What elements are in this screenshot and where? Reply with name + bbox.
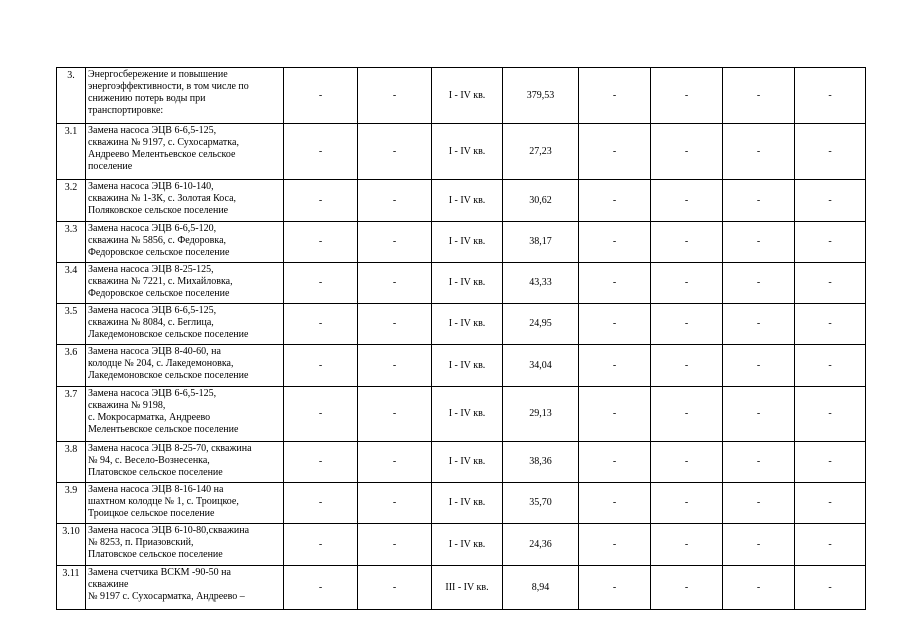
table-row xyxy=(57,124,866,180)
row-number: 3.5 xyxy=(57,304,86,345)
cell-col-9: - xyxy=(723,483,795,524)
amount-cell: 30,62 xyxy=(503,180,579,222)
amount-cell: 29,13 xyxy=(503,387,579,442)
description-line: Федоровское сельское поселение xyxy=(88,247,230,258)
row-number: 3.10 xyxy=(57,524,86,566)
row-number: 3.1 xyxy=(57,124,86,180)
cell-col-9: - xyxy=(723,345,795,387)
description-line: скважина № 1-ЗК, с. Золотая Коса, xyxy=(88,193,237,204)
table-row xyxy=(57,387,866,442)
cell-col-10: - xyxy=(795,483,866,524)
row-number: 3.6 xyxy=(57,345,86,387)
cell-col-7: - xyxy=(579,483,651,524)
description-line: Замена насоса ЭЦВ 6-6,5-125, xyxy=(88,305,217,316)
cell-col-9: - xyxy=(723,180,795,222)
period-cell: III - IV кв. xyxy=(432,566,503,610)
cell-col-7: - xyxy=(579,263,651,304)
measures-table xyxy=(56,67,866,610)
cell-col-8: - xyxy=(651,124,723,180)
description-line: поселение xyxy=(88,161,133,172)
cell-col-8: - xyxy=(651,387,723,442)
row-number: 3. xyxy=(57,68,86,124)
cell-col-10: - xyxy=(795,442,866,483)
cell-col-9: - xyxy=(723,263,795,304)
cell-col-8: - xyxy=(651,566,723,610)
description-line: Троицкое сельское поселение xyxy=(88,508,215,519)
cell-col-3: - xyxy=(284,566,358,610)
measure-description xyxy=(86,387,284,442)
table-row xyxy=(57,222,866,263)
amount-cell: 38,17 xyxy=(503,222,579,263)
description-line: Замена насоса ЭЦВ 8-16-140 на xyxy=(88,484,224,495)
measure-description xyxy=(86,304,284,345)
cell-col-8: - xyxy=(651,263,723,304)
description-line: скважине xyxy=(88,579,129,590)
cell-col-8: - xyxy=(651,68,723,124)
cell-col-8: - xyxy=(651,442,723,483)
measure-description xyxy=(86,442,284,483)
cell-col-10: - xyxy=(795,345,866,387)
table-row xyxy=(57,566,866,610)
cell-col-7: - xyxy=(579,566,651,610)
cell-col-10: - xyxy=(795,387,866,442)
description-line: Платовское сельское поселение xyxy=(88,467,223,478)
cell-col-7: - xyxy=(579,180,651,222)
description-line: Поляковское сельское поселение xyxy=(88,205,229,216)
cell-col-7: - xyxy=(579,68,651,124)
cell-col-4: - xyxy=(358,387,432,442)
measure-description xyxy=(86,483,284,524)
cell-col-9: - xyxy=(723,566,795,610)
measure-description xyxy=(86,124,284,180)
cell-col-9: - xyxy=(723,124,795,180)
amount-cell: 35,70 xyxy=(503,483,579,524)
description-line: № 9197 с. Сухосарматка, Андреево – xyxy=(88,591,245,602)
cell-col-4: - xyxy=(358,345,432,387)
cell-col-10: - xyxy=(795,68,866,124)
description-line: скважина № 7221, с. Михайловка, xyxy=(88,276,233,287)
description-line: Энергосбережение и повышение xyxy=(88,69,228,80)
description-line: Замена насоса ЭЦВ 6-10-80,скважина xyxy=(88,525,250,536)
description-line: Замена насоса ЭЦВ 6-10-140, xyxy=(88,181,214,192)
row-number: 3.8 xyxy=(57,442,86,483)
description-line: Замена насоса ЭЦВ 6-6,5-120, xyxy=(88,223,217,234)
description-line: Замена насоса ЭЦВ 6-6,5-125, xyxy=(88,125,217,136)
row-number: 3.9 xyxy=(57,483,86,524)
cell-col-9: - xyxy=(723,68,795,124)
amount-cell: 8,94 xyxy=(503,566,579,610)
cell-col-7: - xyxy=(579,304,651,345)
period-cell: I - IV кв. xyxy=(432,68,503,124)
cell-col-3: - xyxy=(284,222,358,263)
cell-col-3: - xyxy=(284,387,358,442)
description-line: скважина № 8084, с. Беглица, xyxy=(88,317,214,328)
cell-col-9: - xyxy=(723,387,795,442)
measure-description xyxy=(86,222,284,263)
cell-col-9: - xyxy=(723,222,795,263)
measure-description xyxy=(86,263,284,304)
period-cell: I - IV кв. xyxy=(432,442,503,483)
cell-col-7: - xyxy=(579,124,651,180)
description-line: с. Мокросарматка, Андреево xyxy=(88,412,211,423)
description-line: шахтном колодце № 1, с. Троицкое, xyxy=(88,496,239,507)
table-row xyxy=(57,345,866,387)
cell-col-4: - xyxy=(358,304,432,345)
cell-col-9: - xyxy=(723,524,795,566)
cell-col-7: - xyxy=(579,222,651,263)
cell-col-3: - xyxy=(284,483,358,524)
cell-col-7: - xyxy=(579,345,651,387)
period-cell: I - IV кв. xyxy=(432,263,503,304)
description-line: энергоэффективности, в том числе по xyxy=(88,81,249,92)
cell-col-3: - xyxy=(284,263,358,304)
table-row xyxy=(57,263,866,304)
cell-col-4: - xyxy=(358,124,432,180)
cell-col-3: - xyxy=(284,124,358,180)
cell-col-9: - xyxy=(723,442,795,483)
table-row xyxy=(57,524,866,566)
period-cell: I - IV кв. xyxy=(432,180,503,222)
cell-col-4: - xyxy=(358,180,432,222)
cell-col-10: - xyxy=(795,566,866,610)
cell-col-4: - xyxy=(358,442,432,483)
period-cell: I - IV кв. xyxy=(432,304,503,345)
cell-col-4: - xyxy=(358,222,432,263)
description-line: Замена насоса ЭЦВ 8-40-60, на xyxy=(88,346,221,357)
period-cell: I - IV кв. xyxy=(432,345,503,387)
cell-col-3: - xyxy=(284,304,358,345)
cell-col-4: - xyxy=(358,566,432,610)
description-line: скважина № 9197, с. Сухосарматка, xyxy=(88,137,239,148)
description-line: Замена насоса ЭЦВ 6-6,5-125, xyxy=(88,388,217,399)
measure-description xyxy=(86,180,284,222)
description-line: Федоровское сельское поселение xyxy=(88,288,230,299)
cell-col-8: - xyxy=(651,180,723,222)
description-line: Лакедемоновское сельское поселение xyxy=(88,370,249,381)
description-line: Андреево Мелентьевское сельское xyxy=(88,149,236,160)
cell-col-10: - xyxy=(795,180,866,222)
measure-description xyxy=(86,566,284,610)
amount-cell: 24,36 xyxy=(503,524,579,566)
description-line: Платовское сельское поселение xyxy=(88,549,223,560)
period-cell: I - IV кв. xyxy=(432,124,503,180)
description-line: колодце № 204, с. Лакедемоновка, xyxy=(88,358,234,369)
description-line: скважина № 9198, xyxy=(88,400,166,411)
amount-cell: 27,23 xyxy=(503,124,579,180)
measure-description xyxy=(86,68,284,124)
cell-col-4: - xyxy=(358,263,432,304)
amount-cell: 24,95 xyxy=(503,304,579,345)
description-line: Мелентьевское сельское поселение xyxy=(88,424,239,435)
cell-col-3: - xyxy=(284,345,358,387)
description-line: снижению потерь воды при xyxy=(88,93,206,104)
description-line: транспортировке: xyxy=(88,105,164,116)
cell-col-8: - xyxy=(651,304,723,345)
table-row xyxy=(57,304,866,345)
cell-col-8: - xyxy=(651,345,723,387)
table-row xyxy=(57,180,866,222)
cell-col-7: - xyxy=(579,442,651,483)
period-cell: I - IV кв. xyxy=(432,483,503,524)
row-number: 3.4 xyxy=(57,263,86,304)
row-number: 3.11 xyxy=(57,566,86,610)
cell-col-7: - xyxy=(579,524,651,566)
description-line: скважина № 5856, с. Федоровка, xyxy=(88,235,227,246)
amount-cell: 43,33 xyxy=(503,263,579,304)
cell-col-3: - xyxy=(284,180,358,222)
cell-col-10: - xyxy=(795,263,866,304)
description-line: Замена насоса ЭЦВ 8-25-125, xyxy=(88,264,214,275)
cell-col-3: - xyxy=(284,524,358,566)
measure-description xyxy=(86,524,284,566)
cell-col-7: - xyxy=(579,387,651,442)
cell-col-8: - xyxy=(651,483,723,524)
cell-col-10: - xyxy=(795,124,866,180)
cell-col-3: - xyxy=(284,442,358,483)
cell-col-4: - xyxy=(358,524,432,566)
cell-col-10: - xyxy=(795,304,866,345)
measure-description xyxy=(86,345,284,387)
row-number: 3.7 xyxy=(57,387,86,442)
description-line: Лакедемоновское сельское поселение xyxy=(88,329,249,340)
period-cell: I - IV кв. xyxy=(432,524,503,566)
cell-col-3: - xyxy=(284,68,358,124)
period-cell: I - IV кв. xyxy=(432,387,503,442)
amount-cell: 34,04 xyxy=(503,345,579,387)
row-number: 3.3 xyxy=(57,222,86,263)
description-line: № 94, с. Весело-Вознесенка, xyxy=(88,455,210,466)
cell-col-4: - xyxy=(358,68,432,124)
description-line: № 8253, п. Приазовский, xyxy=(88,537,194,548)
table-row xyxy=(57,68,866,124)
description-line: Замена счетчика ВСКМ -90-50 на xyxy=(88,567,231,578)
table-row xyxy=(57,442,866,483)
cell-col-8: - xyxy=(651,222,723,263)
cell-col-4: - xyxy=(358,483,432,524)
row-number: 3.2 xyxy=(57,180,86,222)
cell-col-10: - xyxy=(795,222,866,263)
cell-col-9: - xyxy=(723,304,795,345)
period-cell: I - IV кв. xyxy=(432,222,503,263)
cell-col-10: - xyxy=(795,524,866,566)
amount-cell: 38,36 xyxy=(503,442,579,483)
amount-cell: 379,53 xyxy=(503,68,579,124)
cell-col-8: - xyxy=(651,524,723,566)
table-row xyxy=(57,483,866,524)
description-line: Замена насоса ЭЦВ 8-25-70, скважина xyxy=(88,443,252,454)
